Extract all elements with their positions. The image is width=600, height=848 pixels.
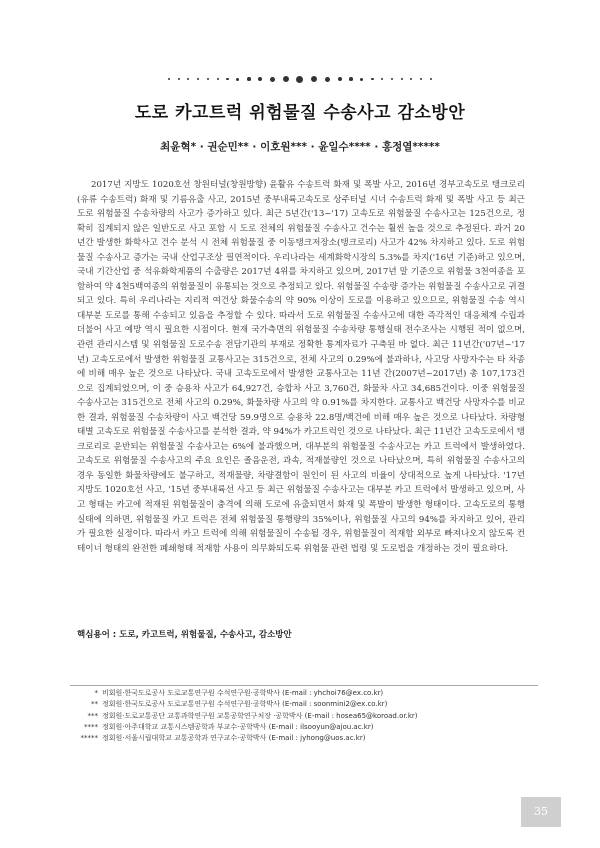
- decorative-dot: [197, 78, 199, 80]
- footnote-mark: ****: [84, 722, 98, 731]
- decorative-dot: [178, 78, 180, 80]
- decorative-dot: [371, 78, 374, 81]
- decorative-dot: [360, 78, 363, 81]
- decorative-dot: [247, 77, 251, 81]
- footnote-item: [70, 699, 550, 710]
- decorative-dot: [338, 77, 342, 81]
- footnote-text: 비회원·한국도로공사 도로교통연구원 수석연구원·공학박사 (E-mail : yhchoi76@ex.co.kr): [102, 689, 384, 697]
- decorative-dot: [236, 78, 239, 81]
- decorative-dot: [401, 78, 403, 80]
- footnote-text: 정회원·한국도로공사 도로교통연구원 수석연구원·공학박사 (E-mail : soonmini2@ex.co.kr): [102, 700, 388, 709]
- decorative-dot: [325, 77, 330, 82]
- paper-title: 도로 카고트럭 위험물질 수송사고 감소방안: [134, 103, 466, 123]
- footnote-mark: *: [94, 689, 98, 697]
- decorative-dot: [391, 78, 393, 80]
- abstract-text: 2017년 지방도 1020호선 창원터널(창원방향) 윤활유 수송트럭 화재 및 폭발 사고, 2016년 경부고속도로 탱크로리(유류 수송트럭) 화재 및 기름유출 사고, 2015년 중부내륙고속도로 상주터널 시너 수송트럭 화재 및 폭발 사고 등 최근 도로 위험물질 수송차량의 사고가 증가하고 있다. 최근 5년간('13~'17) 고속도로 위험물질 수송사고는 125건으로, 정확히 집계되지 않은 일반도로 사고 포함 시 도로 전체의 위험물질 수송사고 건수는 훨씬 높을 것으로 추정된다. 과거 20년간 발생한 화학사고 건수 분석 시 전체 위험물질 중 이동탱크저장소(탱크로리) 사고가 42% 차지하고 있다. 도로 위험물질 수송사고 증가는 국내 산업구조상 필연적이다. 우리나라는 세계화학시장의 5.3%를 차지('16년 기준)하고 있으며, 국내 기간산업 중 석유화학제품의 수출량은 2017년 4위를 차지하고 있으며, 2017년 말 기준으로 위험물 3천여종을 포함하여 약 4천5백여종의 위험물질이 유통되는 것으로 추정되고 있다. 위험물질 수송량 증가는 위험물질 수송사고로 귀결되고 있다. 특히 우리나라는 지리적 여건상 화물수송의 약 90% 이상이 도로를 이용하고 있으므로, 위험물질 수송 역시 대부분 도로를 통해 수송되고 있음을 추정할 수 있다. 따라서 도로 위험물질 수송사고에 대한 즉각적인 대응체계 수립과 더불어 사고 예방 역시 필요한 시점이다. 현재 국가측면의 위험물질 수송차량 통행실태 전수조사는 시행된 적이 없으며, 관련 관리시스템 및 위험물질 도로수송 전담기관의 부재로 정확한 통계자료가 구축된 바 없다. 최근 11년간('07년~'17년) 고속도로에서 발생한 위험물질 교통사고는 315건으로, 전체 사고의 0.29%에 불과하나, 사고당 사망자수는 타 차종에 비해 매우 높은 것으로 나타났다. 국내 고속도로에서 발생한 교통사고는 11년 간(2007년~2017년) 총 107,173건으로 집계되었으며, 이 중 승용차 사고가 64,927건, 승합차 사고 3,760건, 화물차 사고 34,685건이다. 이중 위험물질 수송사고는 315건으로 전체 사고의 0.29%, 화물차량 사고의 약 0.91%를 차지한다. 교통사고 백건당 사망자수를 비교한 결과, 위험물질 수송차량이 사고 백건당 59.9명으로 승용차 22.8명/백건에 비해 매우 높은 것으로 나타났다. 차량형태별 고속도로 위험물질 수송사고를 분석한 결과, 약 94%가 카고트럭인 것으로 나타났다. 최근 11년간 고속도로에서 탱크로리로 운반되는 위험물질 수송사고는 6%에 불과했으며, 대부분의 위험물질 수송사고는 카고 트럭에서 발생하였다. 고속도로 위험물질 수송사고의 주요 요인은 졸음운전, 과속, 적재불량인 것으로 나타났으며, 특히 위험물질 수송사고의 경우 동일한 화물차량에도 불구하고, 적재물량, 차량결함이 원인이 된 사고의 비율이 상대적으로 높게 나타났다. '17년 지방도 1020호선 사고, '15년 중부내륙선 사고 등 최근 위험물질 수송사고는 대부분 카고 트럭에서 발생하고 있으며, 사고 형태는 카고에 적재된 위험물질이 충격에 의해 도로에 유출되면서 화재 및 폭발이 발생한 형태이다. 고속도로의 통행실태에 의하면, 위험물질 카고 트럭은 전체 위험물질 통행량의 35%이나, 위험물질 사고의 94%를 차지하고 있어, 관리가 필요한 실정이다. 따라서 카고 트럭에 의해 위험물질이 수송될 경우, 위험물질이 적재함 외부로 빠져나오지 않도록 컨테이너 형태의 완전한 폐쇄형태 적재함 사용이 의무화되도록 위험물 관련 법령 및 도로법을 개정하는 것이 필요하다.: [77, 180, 525, 554]
- footnotes: [70, 688, 550, 744]
- footnote-item: [70, 711, 550, 722]
- author-list: 최윤혁* · 권순민** · 이호원*** · 윤일수**** · 홍정열*****: [160, 141, 440, 153]
- decorative-dot: [311, 76, 317, 82]
- decorative-dot: [296, 76, 303, 83]
- decorative-dot: [187, 78, 189, 80]
- decorative-dot: [381, 78, 383, 80]
- footnote-mark: *****: [80, 734, 98, 743]
- footnote-divider: [70, 685, 538, 686]
- keywords: 핵심용어 : 도로, 카고트럭, 위험물질, 수송사고, 감소방안: [77, 630, 292, 640]
- footnote-mark: ***: [87, 711, 98, 720]
- footnote-item: [70, 722, 550, 733]
- decorative-dot: [349, 77, 353, 81]
- decorative-dot: [217, 78, 219, 80]
- decorative-dot: [226, 78, 229, 81]
- footnote-mark: **: [91, 700, 98, 709]
- page-number: 35: [534, 805, 548, 818]
- footnote-item: [70, 688, 550, 699]
- footnote-item: [70, 733, 550, 744]
- abstract: [77, 178, 525, 556]
- decorative-dot-rule: [168, 74, 432, 84]
- footnote-text: 정회원·도로교통공단 교통과학연구원 교통공학연구처장 ·공학박사 (E-mail : hosea65@koroad.or.kr): [102, 711, 418, 720]
- decorative-dot: [258, 77, 262, 81]
- decorative-dot: [283, 76, 289, 82]
- decorative-dot: [270, 77, 275, 82]
- decorative-dot: [207, 78, 209, 80]
- footnote-text: 정회원·아주대학교 교통시스템공학과 부교수·공학박사 (E-mail : ilsooyun@ajou.ac.kr): [102, 722, 374, 731]
- decorative-dot: [410, 78, 412, 80]
- decorative-dot: [430, 78, 432, 80]
- decorative-dot: [420, 78, 422, 80]
- footnote-text: 정회원·서울시립대학교 교통공학과 연구교수·공학박사 (E-mail : jyhong@uos.ac.kr): [102, 734, 366, 743]
- decorative-dot: [168, 78, 170, 80]
